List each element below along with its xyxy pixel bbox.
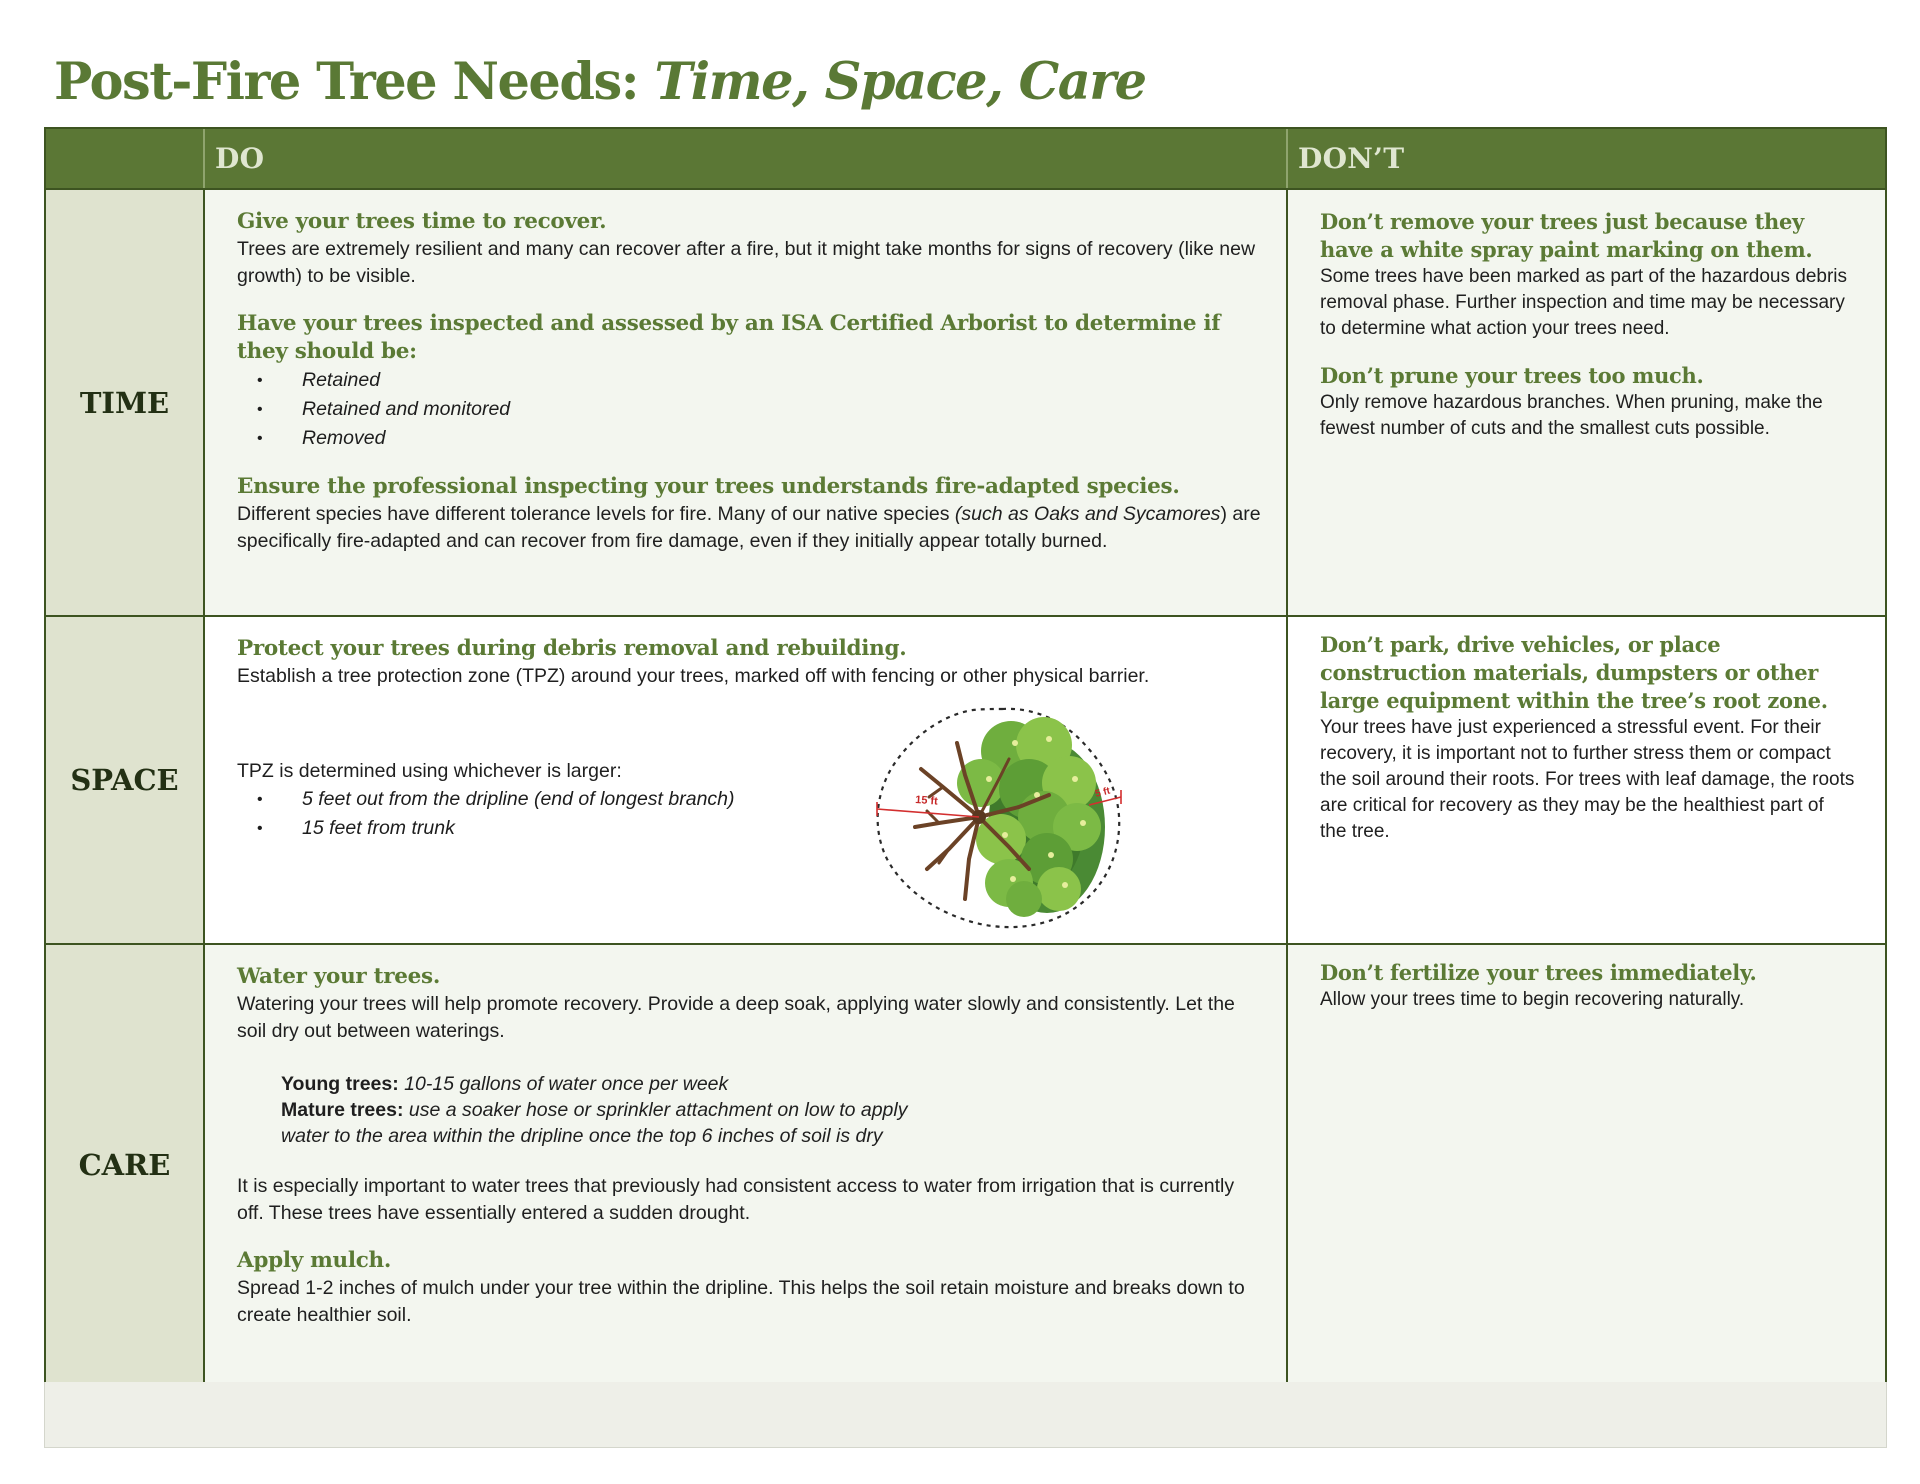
header-do: DO <box>205 129 1288 188</box>
title-italic: Time, Space, Care <box>654 52 1146 112</box>
list-item: • Removed <box>237 424 1266 453</box>
young-trees-text: 10-15 gallons of water once per week <box>398 1073 729 1095</box>
time-do3-text <box>237 501 1266 555</box>
mature-trees-line <box>281 1097 1266 1123</box>
row-care <box>46 943 1885 1385</box>
tree-needs-table <box>44 127 1887 1387</box>
time-do3-text-a: Different species have different tolerance levels for fire. Many of our native species <box>237 503 955 525</box>
list-item: • Retained <box>237 366 1266 395</box>
time-dont2-text: Only remove hazardous branches. When pruning, make the fewest number of cuts and the smallest cuts possible. <box>1320 392 1823 439</box>
care-do1-heading: Water your trees. <box>237 964 441 989</box>
row-time <box>46 188 1885 615</box>
space-dont-cell <box>1288 617 1885 943</box>
young-trees-label: Young trees: <box>281 1073 399 1095</box>
space-do1-text-c: (TPZ) around your trees, marked off with fencing or other physical barrier. <box>510 665 1150 687</box>
mature-trees-text-2: water to the area within the dripline once the top 6 inches of soil is dry <box>281 1125 883 1147</box>
time-dont1-text: Some trees have been marked as part of the hazardous debris removal phase. Further inspection and time may be necessary to determine what action your trees need. <box>1320 266 1848 339</box>
time-do3-text-b: (such as Oaks and Sycamores <box>954 503 1221 525</box>
care-do2-heading: Apply mulch. <box>237 1248 392 1273</box>
care-dont1-text: Allow your trees time to begin recovering naturally. <box>1320 989 1745 1010</box>
footer-band <box>44 1382 1887 1448</box>
care-do2-text: Spread 1-2 inches of mulch under your tree within the dripline. This helps the soil retain moisture and breaks down to create healthier soil. <box>237 1277 1245 1326</box>
time-do-cell <box>205 190 1288 615</box>
row-label-care: CARE <box>46 945 205 1385</box>
page-title <box>54 52 1146 112</box>
care-dont1-heading: Don’t fertilize your trees immediately. <box>1320 960 1757 985</box>
space-do1-heading: Protect your trees during debris removal and rebuilding. <box>237 636 907 661</box>
list-item: • Retained and monitored <box>237 395 1266 424</box>
time-dont1-heading: Don’t remove your trees just because they have a white spray paint marking on them. <box>1320 209 1813 262</box>
list-item: • 5 feet out from the dripline (end of longest branch) <box>237 785 1266 814</box>
time-dont-cell <box>1288 190 1885 615</box>
time-do3-text-c: ) are specifically fire-adapted and can recover from fire damage, even if they initially appear totally burned. <box>237 503 1261 552</box>
care-do1-text: Watering your trees will help promote recovery. Provide a deep soak, applying water slowly and consistently. Let the soil dry out between waterings. <box>237 993 1235 1042</box>
mature-trees-label: Mature trees: <box>281 1099 404 1121</box>
space-do1-text-a: Establish a <box>237 665 338 687</box>
space-do1-text <box>237 663 1266 690</box>
care-do-cell <box>205 945 1288 1385</box>
space-do1-text-b: tree protection zone <box>337 665 511 687</box>
list-item: • 15 feet from trunk <box>237 814 1266 843</box>
tpz-label: TPZ is determined using whichever is larger: <box>237 760 622 782</box>
young-trees-line <box>281 1071 1266 1097</box>
time-do2-list <box>237 366 1266 453</box>
time-dont2-heading: Don’t prune your trees too much. <box>1320 363 1704 388</box>
watering-guide <box>237 1071 1266 1149</box>
time-do2-heading: Have your trees inspected and assessed by an ISA Certified Arborist to determine if they should be: <box>237 311 1221 364</box>
table-header <box>46 129 1885 188</box>
measure-label-15ft: 15 ft <box>914 794 939 808</box>
space-dont1-heading: Don’t park, drive vehicles, or place construction materials, dumpsters or other large equipment within the tree’s root zone. <box>1320 632 1828 713</box>
time-do1-heading: Give your trees time to recover. <box>237 209 607 234</box>
measure-label-5ft: 5 ft <box>1094 785 1112 800</box>
title-main: Post-Fire Tree Needs: <box>54 52 655 112</box>
row-label-time: TIME <box>46 190 205 615</box>
care-do1-text2: It is especially important to water trees that previously had consistent access to water from irrigation that is currently off. These trees have essentially entered a sudden drought. <box>237 1175 1235 1224</box>
row-space <box>46 615 1885 943</box>
space-do-cell <box>205 617 1288 943</box>
header-blank <box>46 129 205 188</box>
tree-protection-zone-diagram <box>869 699 1135 931</box>
time-do1-text: Trees are extremely resilient and many can recover after a fire, but it might take months for signs of recovery (like new growth) to be visible. <box>237 238 1256 287</box>
space-dont1-text: Your trees have just experienced a stressful event. For their recovery, it is important not to further stress them or compact the soil around their roots. For trees with leaf damage, the roots are critical for recovery as they may be the healthiest part of the tree. <box>1320 717 1855 842</box>
mature-trees-text-1: use a soaker hose or sprinkler attachment on low to apply <box>403 1099 908 1121</box>
header-dont: DON’T <box>1298 142 1405 175</box>
row-label-space: SPACE <box>46 617 205 943</box>
time-do3-heading: Ensure the professional inspecting your trees understands fire-adapted species. <box>237 474 1180 499</box>
care-dont-cell <box>1288 945 1885 1385</box>
